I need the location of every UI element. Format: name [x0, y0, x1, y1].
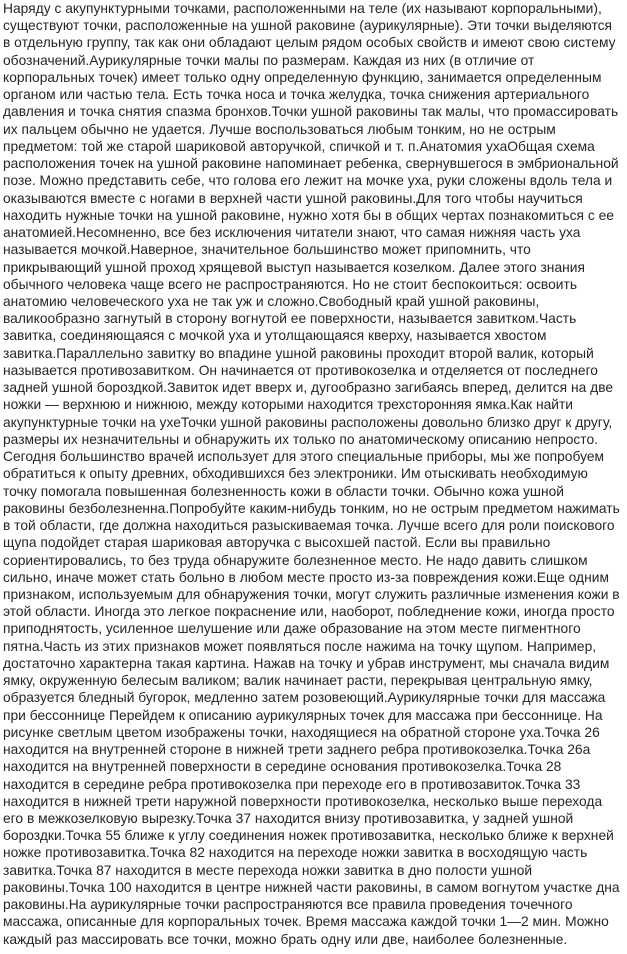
- article-body-text: Наряду с акупунктурными точками, расположенными на теле (их называют корпоральными), существуют точки, расположенные на ушной раковине (аурикулярные). Эти точки выделяются в отдельную группу, так как они обладают целым рядом особых свойств и имеют свою систему обозначений.Аурикулярные точки малы по размерам. Каждая из них (в отличие от корпоральных точек) имеет только одну определенную функцию, занимается определенным органом или частью тела. Есть точка носа и точка желудка, точка снижения артериального давления и точка снятия спазма бронхов.Точки ушной раковины так малы, что промассировать их пальцем обычно не удается. Лучше воспользоваться любым тонким, но не острым предметом: той же старой шариковой авторучкой, спичкой и т. п.Анатомия ухаОбщая схема расположения точек на ушной раковине напоминает ребенка, свернувшегося в эмбриональной позе. Можно представить себе, что голова его лежит на мочке уха, руки сложены вдоль тела и оказываются вместе с ногами в верхней части ушной раковины.Для того чтобы научиться находить нужные точки на ушной раковине, нужно хотя бы в общих чертах познакомиться с ее анатомией.Несомненно, все без исключения читатели знают, что самая нижняя часть уха называется мочкой.Наверное, значительное большинство может припомнить, что прикрывающий ушной проход хрящевой выступ называется козелком. Далее этого знания обычного человека чаще всего не распространяются. Но не стоит беспокоиться: освоить анатомию человеческого уха не так уж и сложно.Свободный край ушной раковины, валикообразно загнутый в сторону вогнутой ее поверхности, называется завитком.Часть завитка, соединяющаяся с мочкой уха и утолщающаяся кверху, называется хвостом завитка.Параллельно завитку во впадине ушной раковины проходит второй валик, который называется противозавитком. Он начинается от противокозелка и отделяется от последнего задней ушной бороздкой.Завиток идет вверх и, дугообразно загибаясь вперед, делится на две ножки — верхнюю и нижнюю, между которыми находится трехсторонняя ямка.Как найти акупунктурные точки на ухеТочки ушной раковины расположены довольно близко друг к другу, размеры их незначительны и обнаружить их только по анатомическому описанию непросто. Сегодня большинство врачей использует для этого специальные приборы, мы же попробуем обратиться к опыту древних, обходившихся без электроники. Им отыскивать необходимую точку помогала повышенная болезненность кожи в области точки. Обычно кожа ушной раковины безболезненна.Попробуйте каким-нибудь тонким, но не острым предметом нажимать в той области, где должна находиться разыскиваемая точка. Лучше всего для роли поискового щупа подойдет старая шариковая авторучка с высохшей пастой. Если вы правильно сориентировались, то без труда обнаружите болезненное место. Не надо давить слишком сильно, иначе может стать больно в любом месте просто из-за повреждения кожи.Еще одним признаком, используемым для обнаружения точки, могут служить различные изменения кожи в этой области. Иногда это легкое покраснение или, наоборот, побледнение кожи, иногда просто приподнятость, усиленное шелушение или даже образование на этом месте пигментного пятна.Часть из этих признаков может появляться после нажима на точку щупом. Например, достаточно характерна такая картина. Нажав на точку и убрав инструмент, мы сначала видим ямку, окруженную белесым валиком; валик начинает расти, перекрывая центральную ямку, образуется бледный бугорок, медленно затем розовеющий.Аурикулярные точки для массажа при бессоннице Перейдем к описанию аурикулярных точек для массажа при бессоннице. На рисунке светлым цветом изображены точки, находящиеся на обратной стороне уха.Точка 26 находится на внутренней стороне в нижней трети заднего ребра противокозелка.Точка 26а находится на внутренней поверхности в середине основания противокозелка.Точка 28 находится в середине ребра противокозелка при переходе его в противозавиток.Точка 33 находится в нижней трети наружной поверхности противокозелка, несколько выше перехода его в межкозелковую вырезку.Точка 37 находится внизу противозавитка, у задней ушной бороздки.Точка 55 ближе к углу соединения ножек противозавитка, несколько ближе к верхней ножке противозавитка.Точка 82 находится на переходе ножки завитка в восходящую часть завитка.Точка 87 находится в месте перехода ножки завитка в дно полости ушной раковины.Точка 100 находится в центре нижней части раковины, в самом вогнутом участке дна раковины.На аурикулярные точки распространяются все правила проведения точечного массажа, описанные для корпоральных точек. Время массажа каждой точки 1—2 мин. Можно каждый раз массировать все точки, можно брать одну или две, наиболее болезненные.: [3, 1, 620, 947]
